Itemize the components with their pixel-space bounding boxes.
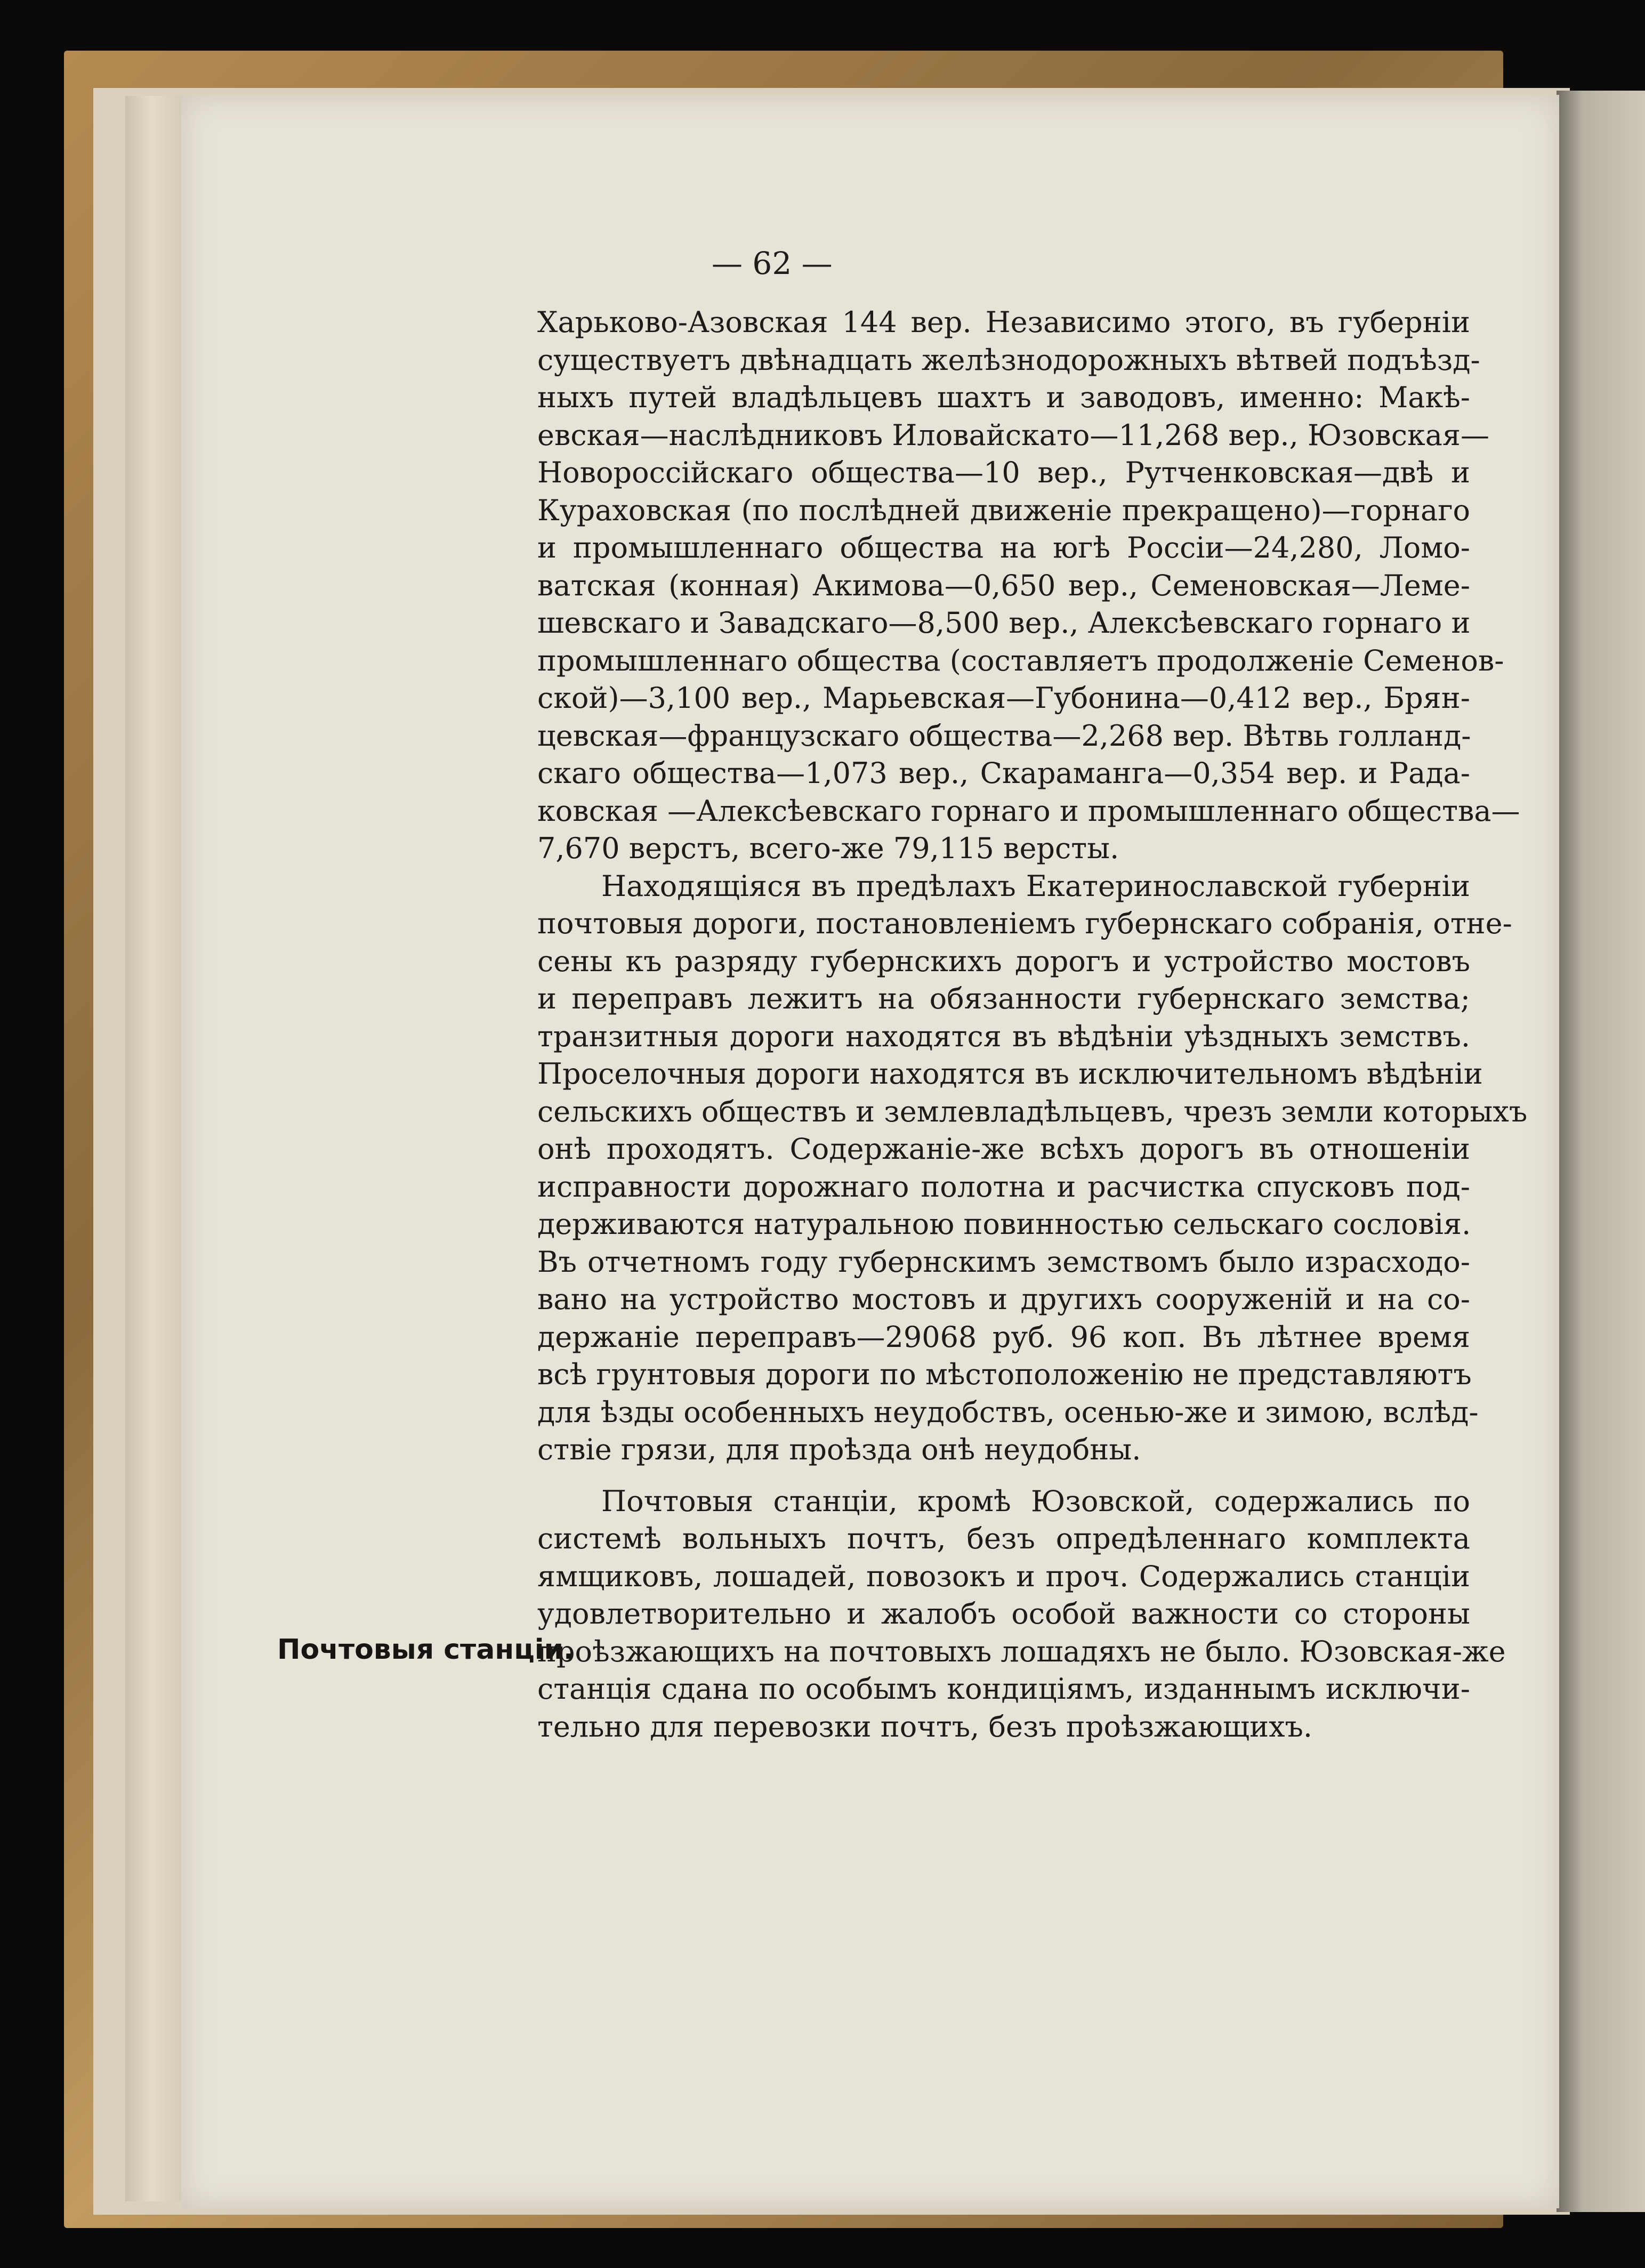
text-line: ствіе грязи, для проѣзда онѣ неудобны. bbox=[537, 1433, 1141, 1466]
text-line: и промышленнаго общества на югѣ Россіи—24,280, Ломо- bbox=[537, 531, 1470, 564]
text-line: системѣ вольныхъ почтъ, безъ опредѣленнаго комплекта bbox=[537, 1522, 1470, 1555]
text-line: скаго общества—1,073 вер., Скараманга—0,354 вер. и Рада- bbox=[537, 756, 1470, 790]
margin-note-postal-stations: Почтовыя станціи. bbox=[277, 1634, 574, 1666]
text-line: Новороссійскаго общества—10 вер., Рутченковская—двѣ и bbox=[537, 456, 1470, 489]
paragraph bbox=[537, 868, 1528, 1469]
text-line: Кураховская (по послѣдней движеніе прекращено)—горнаго bbox=[537, 493, 1470, 527]
text-line: сельскихъ обществъ и землевладѣльцевъ, чрезъ земли которыхъ bbox=[537, 1094, 1528, 1128]
text-line: транзитныя дороги находятся въ вѣдѣніи уѣздныхъ земствъ. bbox=[537, 1019, 1470, 1053]
text-line: Въ отчетномъ году губернскимъ земствомъ было израсходо- bbox=[537, 1245, 1470, 1279]
text-line: ватская (конная) Акимова—0,650 вер., Семеновская—Леме- bbox=[537, 568, 1470, 602]
text-line: удовлетворительно и жалобъ особой важности со стороны bbox=[537, 1597, 1470, 1631]
text-line: тельно для перевозки почтъ, безъ проѣзжающихъ. bbox=[537, 1709, 1313, 1744]
paragraph bbox=[537, 304, 1520, 868]
text-line: шевскаго и Завадскаго—8,500 вер., Алексѣевскаго горнаго и bbox=[537, 606, 1471, 640]
text-line: цевская—французскаго общества—2,268 вер. Вѣтвь голланд- bbox=[537, 719, 1471, 753]
page-number: — 62 — bbox=[712, 245, 833, 281]
text-line: почтовыя дороги, постановленіемъ губернскаго собранія, отне- bbox=[537, 907, 1512, 940]
paragraph bbox=[537, 1483, 1506, 1746]
text-line: Находящіяся въ предѣлахъ Екатеринославской губерніи bbox=[601, 869, 1470, 903]
text-line: промышленнаго общества (составляетъ продолженіе Семенов- bbox=[537, 643, 1504, 677]
text-line: Харьково-Азовская 144 вер. Независимо этого, въ губерніи bbox=[537, 305, 1470, 339]
text-line: проѣзжающихъ на почтовыхъ лошадяхъ не было. Юзовская-же bbox=[537, 1634, 1506, 1668]
text-line: ковская —Алексѣевскаго горнаго и промышленнаго общества— bbox=[537, 794, 1520, 828]
text-line: всѣ грунтовыя дороги по мѣстоположенію не представляютъ bbox=[537, 1358, 1472, 1391]
text-line: Проселочныя дороги находятся въ исключительномъ вѣдѣніи bbox=[537, 1057, 1483, 1091]
text-line: сены къ разряду губернскихъ дорогъ и устройство мостовъ bbox=[537, 944, 1470, 978]
text-line: исправности дорожнаго полотна и расчистка спусковъ под- bbox=[537, 1169, 1470, 1204]
text-line: держаніе переправъ—29068 руб. 96 коп. Въ лѣтнее время bbox=[537, 1320, 1470, 1354]
text-line: ямщиковъ, лошадей, повозокъ и проч. Содержались станціи bbox=[537, 1559, 1470, 1593]
text-line: станція сдана по особымъ кондиціямъ, изданнымъ исключи- bbox=[537, 1672, 1470, 1706]
text-line: ныхъ путей владѣльцевъ шахтъ и заводовъ, именно: Макѣ- bbox=[537, 381, 1470, 414]
text-line: 7,670 верстъ, всего-же 79,115 версты. bbox=[537, 832, 1119, 865]
text-line: для ѣзды особенныхъ неудобствъ, осенью-же и зимою, вслѣд- bbox=[537, 1395, 1479, 1429]
text-line: ской)—3,100 вер., Марьевская—Губонина—0,412 вер., Брян- bbox=[537, 681, 1470, 715]
text-line: существуетъ двѣнадцать желѣзнодорожныхъ вѣтвей подъѣзд- bbox=[537, 343, 1480, 377]
text-line: и переправъ лежитъ на обязанности губернскаго земства; bbox=[537, 982, 1470, 1015]
next-page-edge bbox=[1557, 91, 1645, 2212]
page-edge-stack bbox=[125, 96, 189, 2201]
text-line: держиваются натуральною повинностью сельскаго сословія. bbox=[537, 1207, 1471, 1241]
text-line: евская—наслѣдниковъ Иловайскато—11,268 вер., Юзовская— bbox=[537, 418, 1489, 452]
text-line: онѣ проходятъ. Содержаніе-же всѣхъ дорогъ въ отношеніи bbox=[537, 1132, 1470, 1166]
text-line: вано на устройство мостовъ и другихъ сооруженій и на со- bbox=[537, 1282, 1470, 1316]
text-line: Почтовыя станціи, кромѣ Юзовской, содержались по bbox=[601, 1484, 1470, 1518]
body-text bbox=[537, 304, 1528, 1746]
